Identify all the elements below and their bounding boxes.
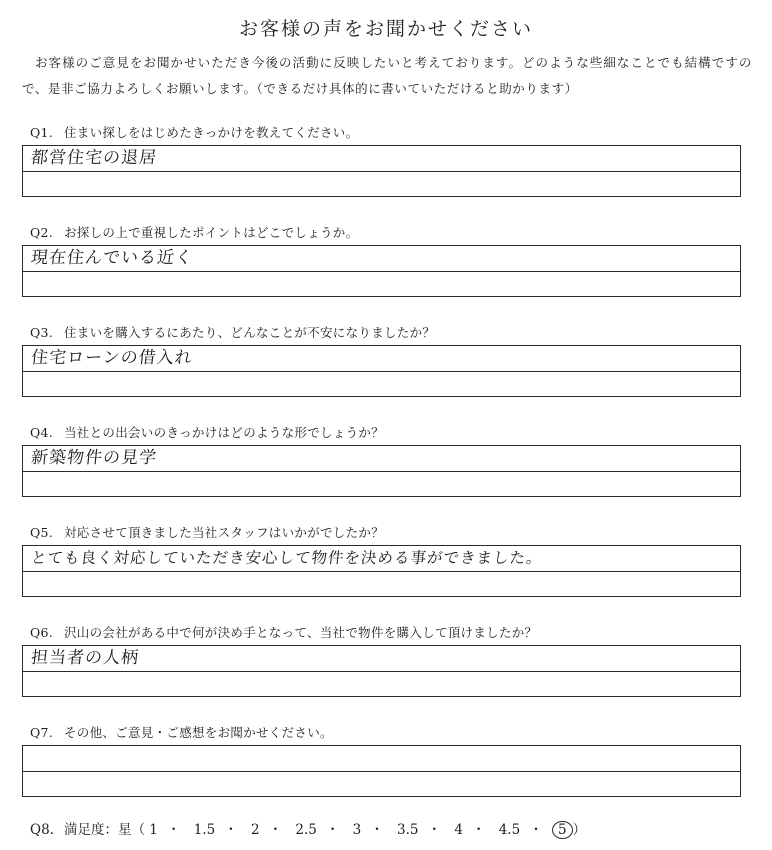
question-8-satisfaction: Q8. 満足度：星（ 1 ・ 1.5 ・ 2 ・ 2.5 ・ 3 ・ 3.5 ・ 4 ・ 4.5 ・ 5 ）: [30, 822, 587, 838]
question-4: [30, 424, 750, 497]
satisfaction-close: ）: [572, 822, 587, 838]
rating-option-3-5[interactable]: 3.5: [397, 822, 419, 838]
ruled-line: [23, 671, 740, 672]
question-text: 住まいを購入するにあたり、どんなことが不安になりましたか？: [64, 325, 436, 340]
handwritten-answer: 都営住宅の退居: [30, 148, 159, 168]
question-number: Q5.: [30, 525, 54, 540]
handwritten-answer: 住宅ローンの借入れ: [30, 348, 194, 368]
handwritten-answer: 新築物件の見学: [30, 448, 159, 468]
question-text: 住まい探しをはじめたきっかけを教えてください。: [64, 125, 359, 140]
question-text: お探しの上で重視したポイントはどこでしょうか。: [64, 225, 359, 240]
question-number: Q2.: [30, 225, 54, 240]
question-number: Q3.: [30, 325, 54, 340]
question-1: [30, 124, 750, 197]
answer-box[interactable]: [22, 245, 741, 297]
question-number: Q8.: [30, 822, 54, 838]
handwritten-answer: 現在住んでいる近く: [30, 248, 195, 268]
ruled-line: [23, 271, 740, 272]
answer-box[interactable]: [22, 345, 741, 397]
handwritten-answer: [30, 746, 33, 771]
question-6: [30, 624, 750, 697]
intro-text: お客様のご意見をお聞かせいただき今後の活動に反映したいと考えております。どのような些細なことでも結構ですので、是非ご協力よろしくお願いします。（できるだけ具体的に書いていただけると助かります）: [22, 55, 752, 96]
answer-box[interactable]: [22, 445, 741, 497]
question-number: Q7.: [30, 725, 54, 740]
rating-option-1[interactable]: 1: [149, 822, 158, 838]
rating-option-2[interactable]: 2: [250, 822, 260, 838]
handwritten-answer: 担当者の人柄: [30, 648, 141, 668]
page-title: お客様の声をお聞かせください: [238, 18, 533, 40]
answer-box[interactable]: [22, 645, 741, 697]
rating-option-3[interactable]: 3: [352, 822, 362, 838]
ruled-line: [23, 571, 740, 572]
question-text: 対応させて頂きました当社スタッフはいかがでしたか？: [64, 525, 385, 540]
question-number: Q1.: [30, 125, 54, 140]
question-number: Q4.: [30, 425, 54, 440]
question-7: [30, 724, 750, 797]
question-text: 当社との出会いのきっかけはどのような形でしょうか？: [64, 425, 385, 440]
question-5: [30, 524, 750, 597]
ruled-line: [23, 471, 740, 472]
satisfaction-label: 満足度：星（: [64, 822, 145, 838]
handwritten-answer: とても良く対応していただき安心して物件を決める事ができました。: [30, 549, 544, 567]
question-text: 沢山の会社がある中で何が決め手となって、当社で物件を購入して頂けましたか？: [64, 625, 538, 640]
ruled-line: [23, 171, 740, 172]
answer-box[interactable]: [22, 145, 741, 197]
answer-box[interactable]: [22, 545, 741, 597]
rating-option-2-5[interactable]: 2.5: [295, 822, 317, 838]
question-text: その他、ご意見・ご感想をお聞かせください。: [64, 725, 333, 740]
question-3: [30, 324, 750, 397]
rating-option-1-5[interactable]: 1.5: [193, 822, 216, 838]
question-number: Q6.: [30, 625, 54, 640]
rating-option-4[interactable]: 4: [454, 822, 463, 838]
answer-box[interactable]: [22, 745, 741, 797]
rating-option-4-5[interactable]: 4.5: [498, 822, 521, 838]
question-2: [30, 224, 750, 297]
ruled-line: [23, 371, 740, 372]
ruled-line: [23, 771, 740, 772]
rating-option-5-selected[interactable]: 5: [552, 821, 573, 839]
